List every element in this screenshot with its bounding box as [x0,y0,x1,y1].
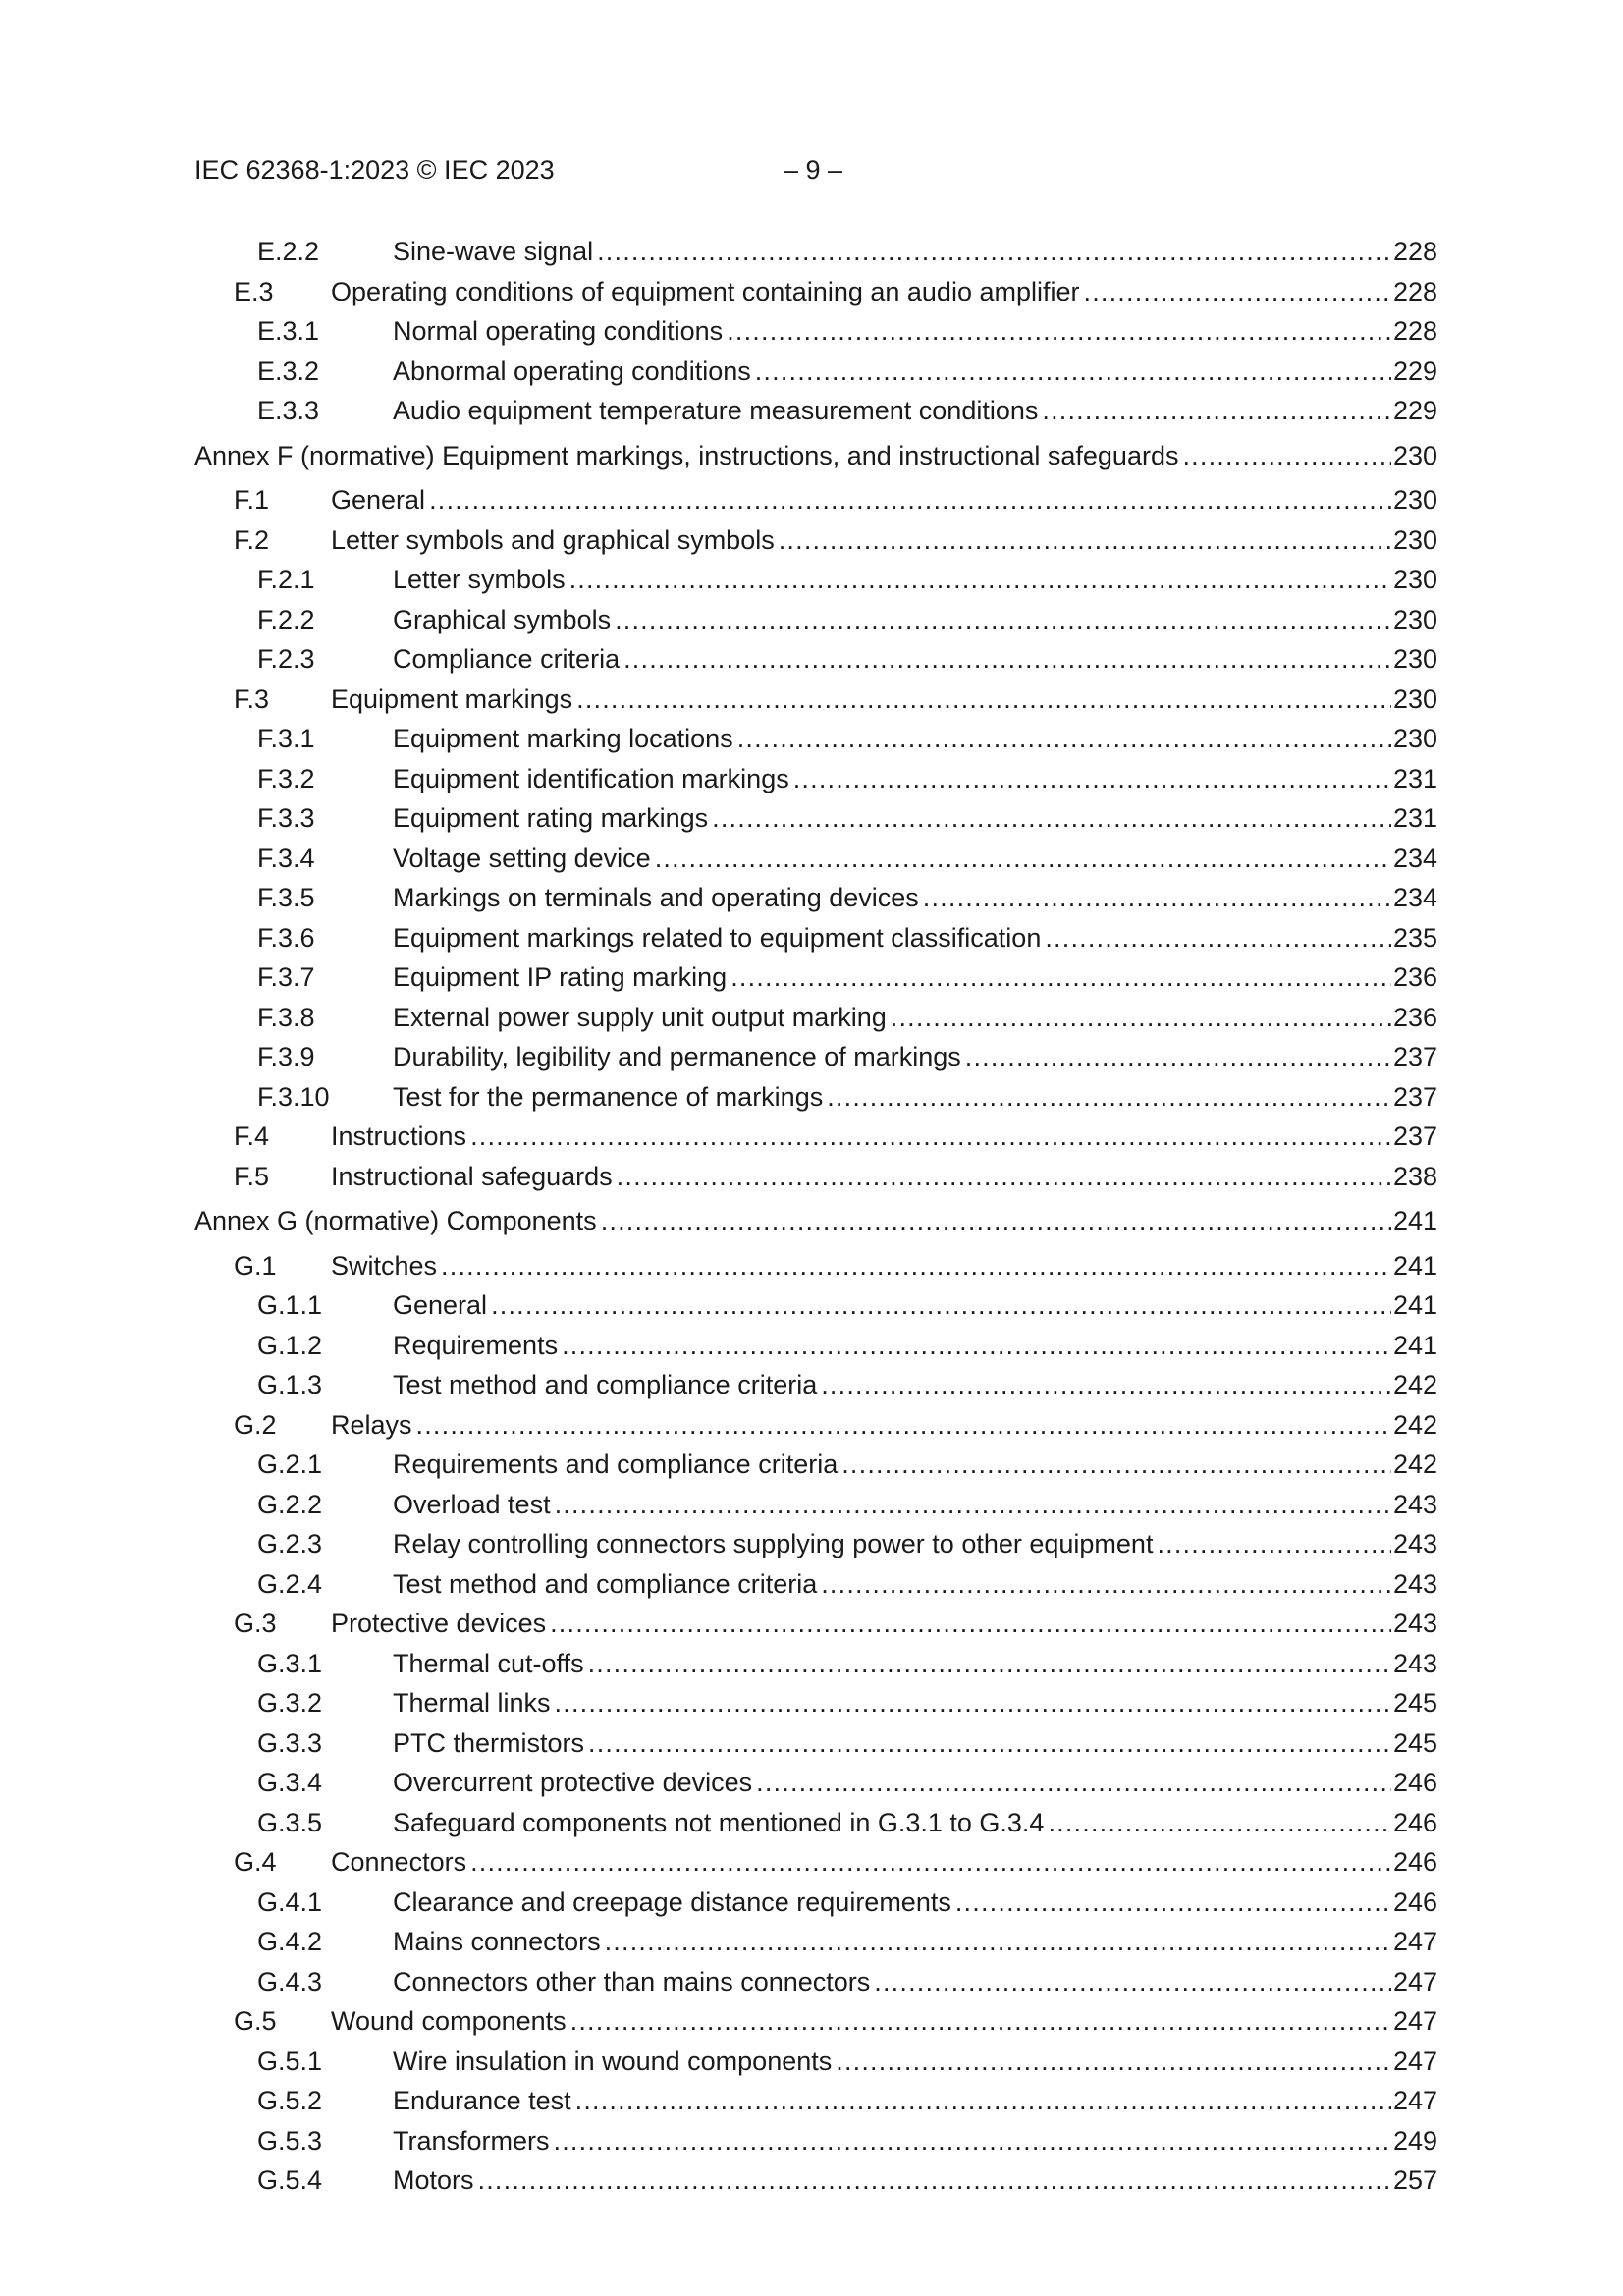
toc-entry-title: Abnormal operating conditions [393,356,751,386]
toc-entry[interactable] [0,2123,1623,2159]
toc-entry-number: F.2.1 [257,565,315,594]
leader-dots [588,1646,1391,1681]
leader-dots [965,1039,1391,1074]
toc-entry-page: 242 [1392,1370,1437,1399]
toc-entry-number: G.3.5 [257,1808,323,1837]
toc-entry-title: Mains connectors [393,1927,601,1956]
toc-entry-title: Equipment identification markings [393,764,789,793]
toc-entry-number: F.2.2 [257,605,315,634]
leader-dots [727,313,1391,349]
toc-entry-title: External power supply unit output marking [393,1003,887,1032]
toc-entry-number: G.1.3 [257,1370,323,1399]
toc-entry-title: Requirements and compliance criteria [393,1449,839,1479]
toc-entry-page: 229 [1392,396,1437,425]
toc-entry[interactable] [0,2003,1623,2039]
leader-dots [756,1765,1391,1800]
toc-entry-number: G.2.1 [257,1449,323,1479]
toc-entry-title: Requirements [393,1331,559,1360]
leader-dots [1157,1526,1390,1561]
toc-entry-title: Thermal cut-offs [393,1649,584,1678]
toc-entry-page: 231 [1392,764,1437,793]
toc-entry-number: F.3.1 [257,724,315,753]
toc-entry-number: E.3 [234,277,274,306]
toc-entry[interactable] [0,1765,1623,1800]
toc-entry-number: G.5.4 [257,2165,323,2195]
leader-dots [923,880,1391,915]
leader-dots [597,234,1391,269]
document-id: IEC 62368-1:2023 © IEC 2023 [194,155,555,185]
leader-dots [1048,1805,1391,1840]
toc-entry-page: 246 [1392,1768,1437,1797]
toc-entry-title: Operating conditions of equipment containing an audio amplifier [331,277,1080,306]
toc-entry-number: G.3.4 [257,1768,323,1797]
toc-entry-number: F.3.6 [257,923,315,953]
toc-entry[interactable] [0,354,1623,389]
toc-entry[interactable] [0,2083,1623,2118]
toc-entry-page: 234 [1392,883,1437,912]
toc-entry-page: 243 [1392,1609,1437,1638]
toc-entry[interactable] [0,1367,1623,1402]
toc-entry[interactable] [0,1566,1623,1602]
toc-entry-title: Audio equipment temperature measurement conditions [393,396,1039,425]
toc-entry-number: F.3.3 [257,803,315,833]
toc-entry-number: E.3.2 [257,356,320,386]
toc-entry[interactable] [0,1328,1623,1363]
toc-entry-page: 247 [1392,2047,1437,2076]
toc-entry-number: G.4.2 [257,1927,323,1956]
toc-entry[interactable] [0,1844,1623,1880]
toc-entry-number: G.1 [234,1251,277,1281]
toc-entry-page: 246 [1392,1808,1437,1837]
toc-entry-page: 228 [1392,277,1437,306]
leader-dots [569,562,1391,597]
toc-entry-title: General [393,1290,488,1320]
toc-entry-title: Overcurrent protective devices [393,1768,753,1797]
toc-entry-page: 243 [1392,1649,1437,1678]
leader-dots [730,959,1391,995]
toc-entry-page: 243 [1392,1490,1437,1519]
toc-entry-title: Relays [331,1410,412,1440]
toc-entry-page: 231 [1392,803,1437,833]
toc-entry-number: F.2 [234,525,270,555]
toc-entry-title: Instructions [331,1121,467,1151]
toc-entry-page: 241 [1392,1206,1437,1235]
toc-entry-title: Wire insulation in wound components [393,2047,833,2076]
toc-entry-page: 247 [1392,2006,1437,2036]
toc-entry-page: 246 [1392,1847,1437,1877]
leader-dots [615,602,1391,637]
toc-entry-title: Sine-wave signal [393,237,594,266]
leader-dots [429,482,1391,518]
toc-entry-title: Clearance and creepage distance requirements [393,1887,951,1917]
toc-entry-number: F.3.5 [257,883,315,912]
leader-dots [712,800,1391,836]
toc-entry[interactable] [0,1606,1623,1641]
leader-dots [1182,438,1390,473]
toc-entry-title: Annex F (normative) Equipment markings, instructions, and instructional safeguards [194,441,1179,470]
toc-entry-number: F.3.7 [257,962,315,992]
toc-entry-title: Test for the permanence of markings [393,1082,824,1112]
toc-entry-title: Connectors [331,1847,467,1877]
toc-entry[interactable] [0,1964,1623,1999]
toc-entry-title: Thermal links [393,1688,551,1718]
toc-entry[interactable] [0,920,1623,956]
toc-entry-number: G.5 [234,2006,277,2036]
toc-entry-title: Connectors other than mains connectors [393,1967,871,1996]
toc-entry[interactable] [0,562,1623,597]
toc-entry-page: 245 [1392,1728,1437,1758]
toc-entry-page: 246 [1392,1887,1437,1917]
toc-entry[interactable] [0,1725,1623,1761]
leader-dots [655,841,1391,876]
toc-entry-title: Test method and compliance criteria [393,1569,818,1599]
toc-entry-title: Safeguard components not mentioned in G.3.1 to G.3.4 [393,1808,1045,1837]
leader-dots [779,522,1391,558]
leader-dots [841,1447,1391,1482]
toc-entry[interactable] [0,234,1623,269]
toc-entry[interactable] [0,522,1623,558]
toc-entry-page: 236 [1392,962,1437,992]
toc-entry[interactable] [0,1407,1623,1443]
toc-entry-number: F.3.9 [257,1042,315,1071]
toc-entry-title: Voltage setting device [393,844,651,873]
leader-dots [821,1367,1391,1402]
toc-entry-number: G.2 [234,1410,277,1440]
toc-entry-page: 243 [1392,1529,1437,1558]
leader-dots [491,1287,1391,1323]
toc-entry-number: G.3 [234,1609,277,1638]
leader-dots [470,1844,1391,1880]
toc-entry-number: G.2.4 [257,1569,323,1599]
toc-entry[interactable] [0,1487,1623,1522]
toc-entry-title: Protective devices [331,1609,547,1638]
leader-dots [562,1328,1391,1363]
leader-dots [1084,274,1391,309]
toc-entry-number: G.1.1 [257,1290,323,1320]
leader-dots [623,641,1391,677]
toc-entry-page: 230 [1392,644,1437,674]
toc-entry[interactable] [0,641,1623,677]
toc-entry-number: F.3.8 [257,1003,315,1032]
toc-entry-number: G.3.1 [257,1649,323,1678]
toc-entry[interactable] [0,1039,1623,1074]
toc-entry-page: 229 [1392,356,1437,386]
toc-entry-title: Letter symbols [393,565,566,594]
toc-entry-title: Relay controlling connectors supplying power to other equipment [393,1529,1154,1558]
leader-dots [576,682,1391,717]
toc-entry-title: PTC thermistors [393,1728,585,1758]
leader-dots [836,2044,1391,2079]
toc-entry-title: Markings on terminals and operating devices [393,883,919,912]
toc-entry-title: Equipment IP rating marking [393,962,728,992]
toc-entry-number: F.3.4 [257,844,315,873]
leader-dots [550,1606,1391,1641]
toc-entry-number: G.3.3 [257,1728,323,1758]
toc-entry-title: Equipment marking locations [393,724,733,753]
page-number: – 9 – [784,155,843,185]
toc-entry-number: G.5.1 [257,2047,323,2076]
toc-entry-page: 228 [1392,237,1437,266]
leader-dots [555,1685,1391,1721]
toc-entry-title: Compliance criteria [393,644,621,674]
toc-entry-title: General [331,485,426,515]
toc-entry[interactable] [0,482,1623,518]
toc-entry[interactable] [0,1646,1623,1681]
toc-entry-number: G.4.1 [257,1887,323,1917]
toc-entry-title: Motors [393,2165,474,2195]
toc-entry-title: Normal operating conditions [393,316,724,346]
leader-dots [1045,920,1391,956]
toc-entry-title: Equipment rating markings [393,803,709,833]
toc-entry[interactable] [0,1924,1623,1959]
toc-entry-title: Letter symbols and graphical symbols [331,525,775,555]
toc-entry-title: Transformers [393,2126,550,2156]
toc-entry-page: 230 [1392,605,1437,634]
toc-entry-title: Graphical symbols [393,605,612,634]
toc-entry-page: 241 [1392,1331,1437,1360]
toc-entry[interactable] [0,2162,1623,2198]
toc-entry-number: G.3.2 [257,1688,323,1718]
toc-entry-number: E.2.2 [257,237,320,266]
toc-entry-page: 230 [1392,684,1437,714]
toc-entry-number: E.3.1 [257,316,320,346]
toc-entry-number: E.3.3 [257,396,320,425]
toc-annex-entry[interactable] [0,1203,1623,1238]
toc-entry[interactable] [0,1526,1623,1561]
toc-entry[interactable] [0,800,1623,836]
toc-entry-title: Equipment markings [331,684,573,714]
toc-entry-page: 241 [1392,1290,1437,1320]
toc-entry[interactable] [0,1079,1623,1115]
toc-annex-entry[interactable] [0,438,1623,473]
leader-dots [827,1079,1391,1115]
toc-entry-page: 249 [1392,2126,1437,2156]
leader-dots [575,2083,1391,2118]
toc-entry-page: 237 [1392,1121,1437,1151]
toc-entry-page: 243 [1392,1569,1437,1599]
leader-dots [588,1725,1391,1761]
toc-entry-number: G.5.2 [257,2086,323,2115]
toc-entry[interactable] [0,1447,1623,1482]
toc-entry[interactable] [0,1000,1623,1035]
toc-entry[interactable] [0,1805,1623,1840]
toc-entry-number: F.2.3 [257,644,315,674]
toc-entry[interactable] [0,1119,1623,1154]
leader-dots [874,1964,1391,1999]
leader-dots [605,1924,1391,1959]
toc-entry-title: Annex G (normative) Components [194,1206,597,1235]
toc-entry-page: 247 [1392,1967,1437,1996]
leader-dots [1042,393,1391,428]
toc-entry[interactable] [0,880,1623,915]
toc-entry-page: 242 [1392,1449,1437,1479]
toc-entry-number: F.3.2 [257,764,315,793]
toc-entry[interactable] [0,841,1623,876]
toc-entry[interactable] [0,1248,1623,1284]
leader-dots [793,761,1391,796]
toc-entry[interactable] [0,761,1623,796]
toc-entry-number: G.2.3 [257,1529,323,1558]
leader-dots [570,2003,1391,2039]
toc-entry[interactable] [0,682,1623,717]
toc-entry[interactable] [0,1287,1623,1323]
toc-entry-number: F.5 [234,1162,270,1191]
toc-entry-number: G.4.3 [257,1967,323,1996]
leader-dots [737,721,1391,756]
leader-dots [891,1000,1391,1035]
leader-dots [955,1885,1391,1920]
toc-entry-number: F.3.10 [257,1082,330,1112]
toc-entry[interactable] [0,721,1623,756]
toc-entry-number: F.1 [234,485,270,515]
leader-dots [554,2123,1391,2159]
toc-entry-page: 238 [1392,1162,1437,1191]
toc-entry[interactable] [0,1885,1623,1920]
toc-entry-page: 228 [1392,316,1437,346]
toc-entry-title: Test method and compliance criteria [393,1370,818,1399]
toc-entry-number: G.4 [234,1847,277,1877]
toc-entry-page: 245 [1392,1688,1437,1718]
leader-dots [617,1159,1391,1194]
toc-entry-page: 237 [1392,1042,1437,1071]
leader-dots [555,1487,1391,1522]
toc-entry-page: 241 [1392,1251,1437,1281]
toc-entry-number: G.2.2 [257,1490,323,1519]
leader-dots [470,1119,1391,1154]
toc-entry[interactable] [0,2044,1623,2079]
toc-entry-number: F.4 [234,1121,270,1151]
toc-entry-page: 230 [1392,565,1437,594]
leader-dots [416,1407,1391,1443]
toc-entry-title: Wound components [331,2006,567,2036]
leader-dots [755,354,1391,389]
toc-entry-page: 236 [1392,1003,1437,1032]
toc-entry-page: 230 [1392,525,1437,555]
toc-entry-title: Overload test [393,1490,551,1519]
toc-entry-title: Switches [331,1251,438,1281]
toc-entry-page: 235 [1392,923,1437,953]
toc-entry-page: 230 [1392,724,1437,753]
toc-entry-page: 230 [1392,441,1437,470]
leader-dots [441,1248,1391,1284]
toc-entry-title: Equipment markings related to equipment classification [393,923,1042,953]
leader-dots [478,2162,1391,2198]
toc-entry-page: 257 [1392,2165,1437,2195]
toc-entry[interactable] [0,1685,1623,1721]
toc-entry[interactable] [0,1159,1623,1194]
toc-entry-title: Instructional safeguards [331,1162,613,1191]
toc-entry-page: 237 [1392,1082,1437,1112]
toc-entry[interactable] [0,274,1623,309]
toc-entry-title: Endurance test [393,2086,571,2115]
toc-entry[interactable] [0,602,1623,637]
leader-dots [821,1566,1391,1602]
toc-entry[interactable] [0,313,1623,349]
toc-entry-title: Durability, legibility and permanence of markings [393,1042,961,1071]
toc-entry-page: 230 [1392,485,1437,515]
toc-entry-page: 234 [1392,844,1437,873]
toc-entry-page: 247 [1392,1927,1437,1956]
toc-entry[interactable] [0,393,1623,428]
toc-entry-page: 247 [1392,2086,1437,2115]
toc-entry-number: F.3 [234,684,270,714]
toc-entry-number: G.5.3 [257,2126,323,2156]
leader-dots [601,1203,1391,1238]
toc-entry-number: G.1.2 [257,1331,323,1360]
toc-entry[interactable] [0,959,1623,995]
toc-entry-page: 242 [1392,1410,1437,1440]
